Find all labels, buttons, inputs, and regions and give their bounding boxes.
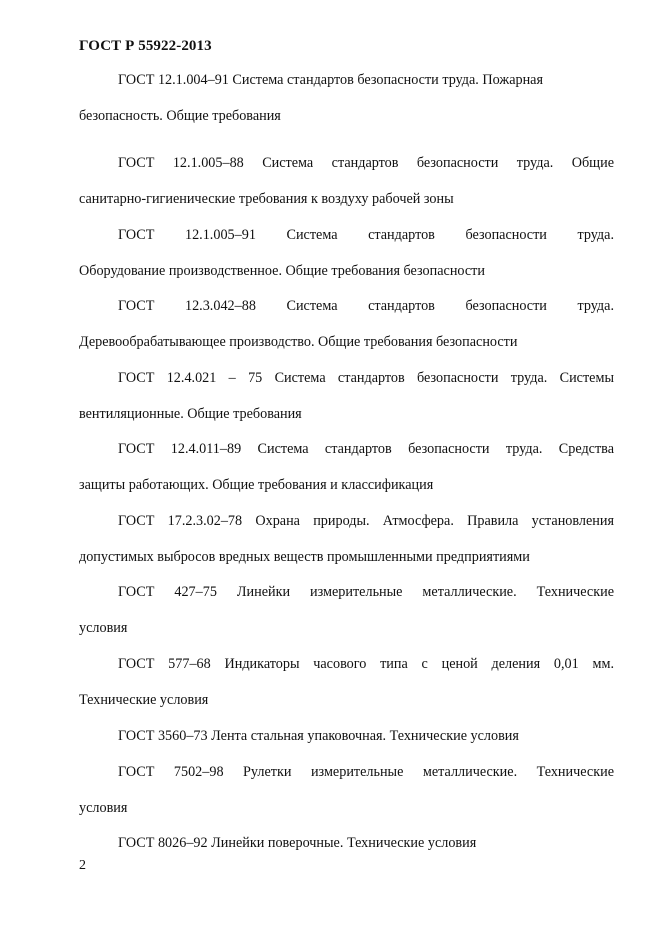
reference-entry-line: ГОСТ 12.3.042–88 Система стандартов безопасности труда. (118, 298, 614, 314)
reference-entry-line: безопасность. Общие требования (79, 108, 281, 124)
reference-entry-line: ГОСТ 12.4.021 – 75 Система стандартов безопасности труда. Системы (118, 370, 614, 386)
reference-entry-line: Оборудование производственное. Общие требования безопасности (79, 263, 485, 279)
reference-entry-line: ГОСТ 12.1.005–91 Система стандартов безопасности труда. (118, 227, 614, 243)
reference-entry-line: защиты работающих. Общие требования и классификация (79, 477, 434, 493)
reference-entry (79, 70, 614, 154)
reference-entry (79, 368, 614, 440)
reference-entry-line: ГОСТ 12.4.011–89 Система стандартов безопасности труда. Средства (118, 441, 614, 457)
reference-entry (79, 439, 614, 511)
page-number: 2 (79, 858, 86, 873)
reference-entry-line: условия (79, 800, 128, 816)
reference-entry-line: ГОСТ 427–75 Линейки измерительные металлические. Технические (118, 584, 614, 600)
reference-entry (79, 654, 614, 726)
reference-entry-line: ГОСТ 7502–98 Рулетки измерительные металлические. Технические (118, 764, 614, 780)
reference-entry (79, 511, 614, 583)
reference-entry (79, 726, 614, 762)
reference-entry (79, 225, 614, 297)
reference-entry-line: ГОСТ 8026–92 Линейки поверочные. Технические условия (118, 835, 477, 851)
reference-entry-line: Деревообрабатывающее производство. Общие требования безопасности (79, 334, 518, 350)
reference-entry (79, 296, 614, 368)
reference-entry-line: ГОСТ 577–68 Индикаторы часового типа с ценой деления 0,01 мм. (118, 656, 614, 672)
reference-entry (79, 833, 614, 869)
reference-entry-line: вентиляционные. Общие требования (79, 406, 302, 422)
reference-entry-line: Технические условия (79, 692, 209, 708)
reference-entry-line: ГОСТ 12.1.004–91 Система стандартов безопасности труда. Пожарная (118, 72, 544, 88)
reference-entry-line: допустимых выбросов вредных веществ промышленными предприятиями (79, 549, 530, 565)
reference-entry (79, 582, 614, 654)
reference-entry-line: ГОСТ 12.1.005–88 Система стандартов безопасности труда. Общие (118, 155, 614, 171)
reference-entry-line: ГОСТ 17.2.3.02–78 Охрана природы. Атмосфера. Правила установления (118, 513, 614, 529)
standard-header: ГОСТ Р 55922-2013 (79, 38, 212, 54)
reference-entry (79, 762, 614, 834)
reference-entry-line: санитарно-гигиенические требования к воздуху рабочей зоны (79, 191, 454, 207)
reference-entry-line: условия (79, 620, 128, 636)
reference-entry-line: ГОСТ 3560–73 Лента стальная упаковочная. Технические условия (118, 728, 519, 744)
reference-entry (79, 153, 614, 225)
